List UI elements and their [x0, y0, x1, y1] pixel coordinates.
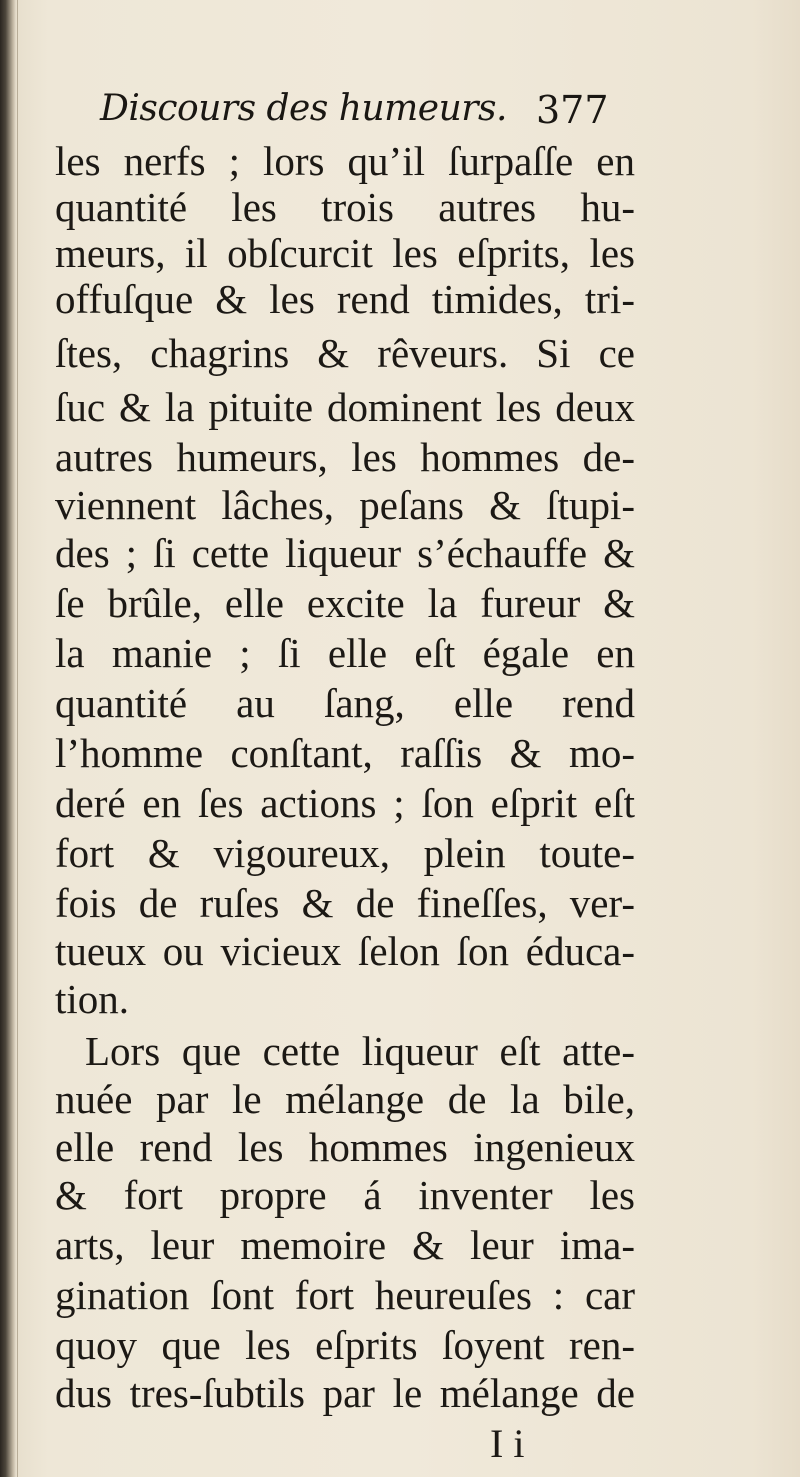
- text-line: l’homme conſtant, raſſis & mo-: [55, 730, 635, 776]
- page-header: [0, 88, 800, 138]
- signature-mark: I i: [490, 1421, 525, 1466]
- text-line: ſuc & la pituite dominent les deux: [55, 384, 635, 430]
- binding-gutter-shadow: [0, 0, 16, 1477]
- text-line: des ; ſi cette liqueur s’échauffe &: [55, 530, 635, 576]
- text-line: Lors que cette liqueur eſt atte-: [85, 1028, 635, 1074]
- text-line: arts, leur memoire & leur ima-: [55, 1222, 635, 1268]
- text-line: viennent lâches, peſans & ſtupi-: [55, 482, 635, 528]
- text-line: quantité les trois autres hu-: [55, 184, 635, 230]
- text-line: gination ſont fort heureuſes : car: [55, 1272, 635, 1318]
- text-line: offuſque & les rend timides, tri-: [55, 276, 635, 322]
- text-line: ſtes, chagrins & rêveurs. Si ce: [55, 330, 635, 376]
- text-line: dus tres-ſubtils par le mélange de: [55, 1370, 635, 1416]
- text-line: fois de ruſes & de fineſſes, ver-: [55, 880, 635, 926]
- text-line: la manie ; ſi elle eſt égale en: [55, 630, 635, 676]
- text-line: autres humeurs, les hommes de-: [55, 434, 635, 480]
- text-line: les nerfs ; lors qu’il ſurpaſſe en: [55, 138, 635, 184]
- text-line: & fort propre á inventer les: [55, 1172, 635, 1218]
- text-line: elle rend les hommes ingenieux: [55, 1124, 635, 1170]
- text-line: fort & vigoureux, plein toute-: [55, 830, 635, 876]
- text-line: nuée par le mélange de la bile,: [55, 1076, 635, 1122]
- text-line: tueux ou vicieux ſelon ſon éduca-: [55, 928, 635, 974]
- text-line: tion.: [55, 976, 130, 1022]
- text-line: quoy que les eſprits ſoyent ren-: [55, 1322, 635, 1368]
- text-line: ſe brûle, elle excite la fureur &: [55, 580, 635, 626]
- page-number: 377: [536, 88, 609, 132]
- text-line: quantité au ſang, elle rend: [55, 680, 635, 726]
- running-title: Discours des humeurs.: [100, 88, 507, 129]
- text-line: meurs, il obſcurcit les eſprits, les: [55, 230, 635, 276]
- binding-gutter-line: [17, 0, 18, 1477]
- text-line: deré en ſes actions ; ſon eſprit eſt: [55, 780, 635, 826]
